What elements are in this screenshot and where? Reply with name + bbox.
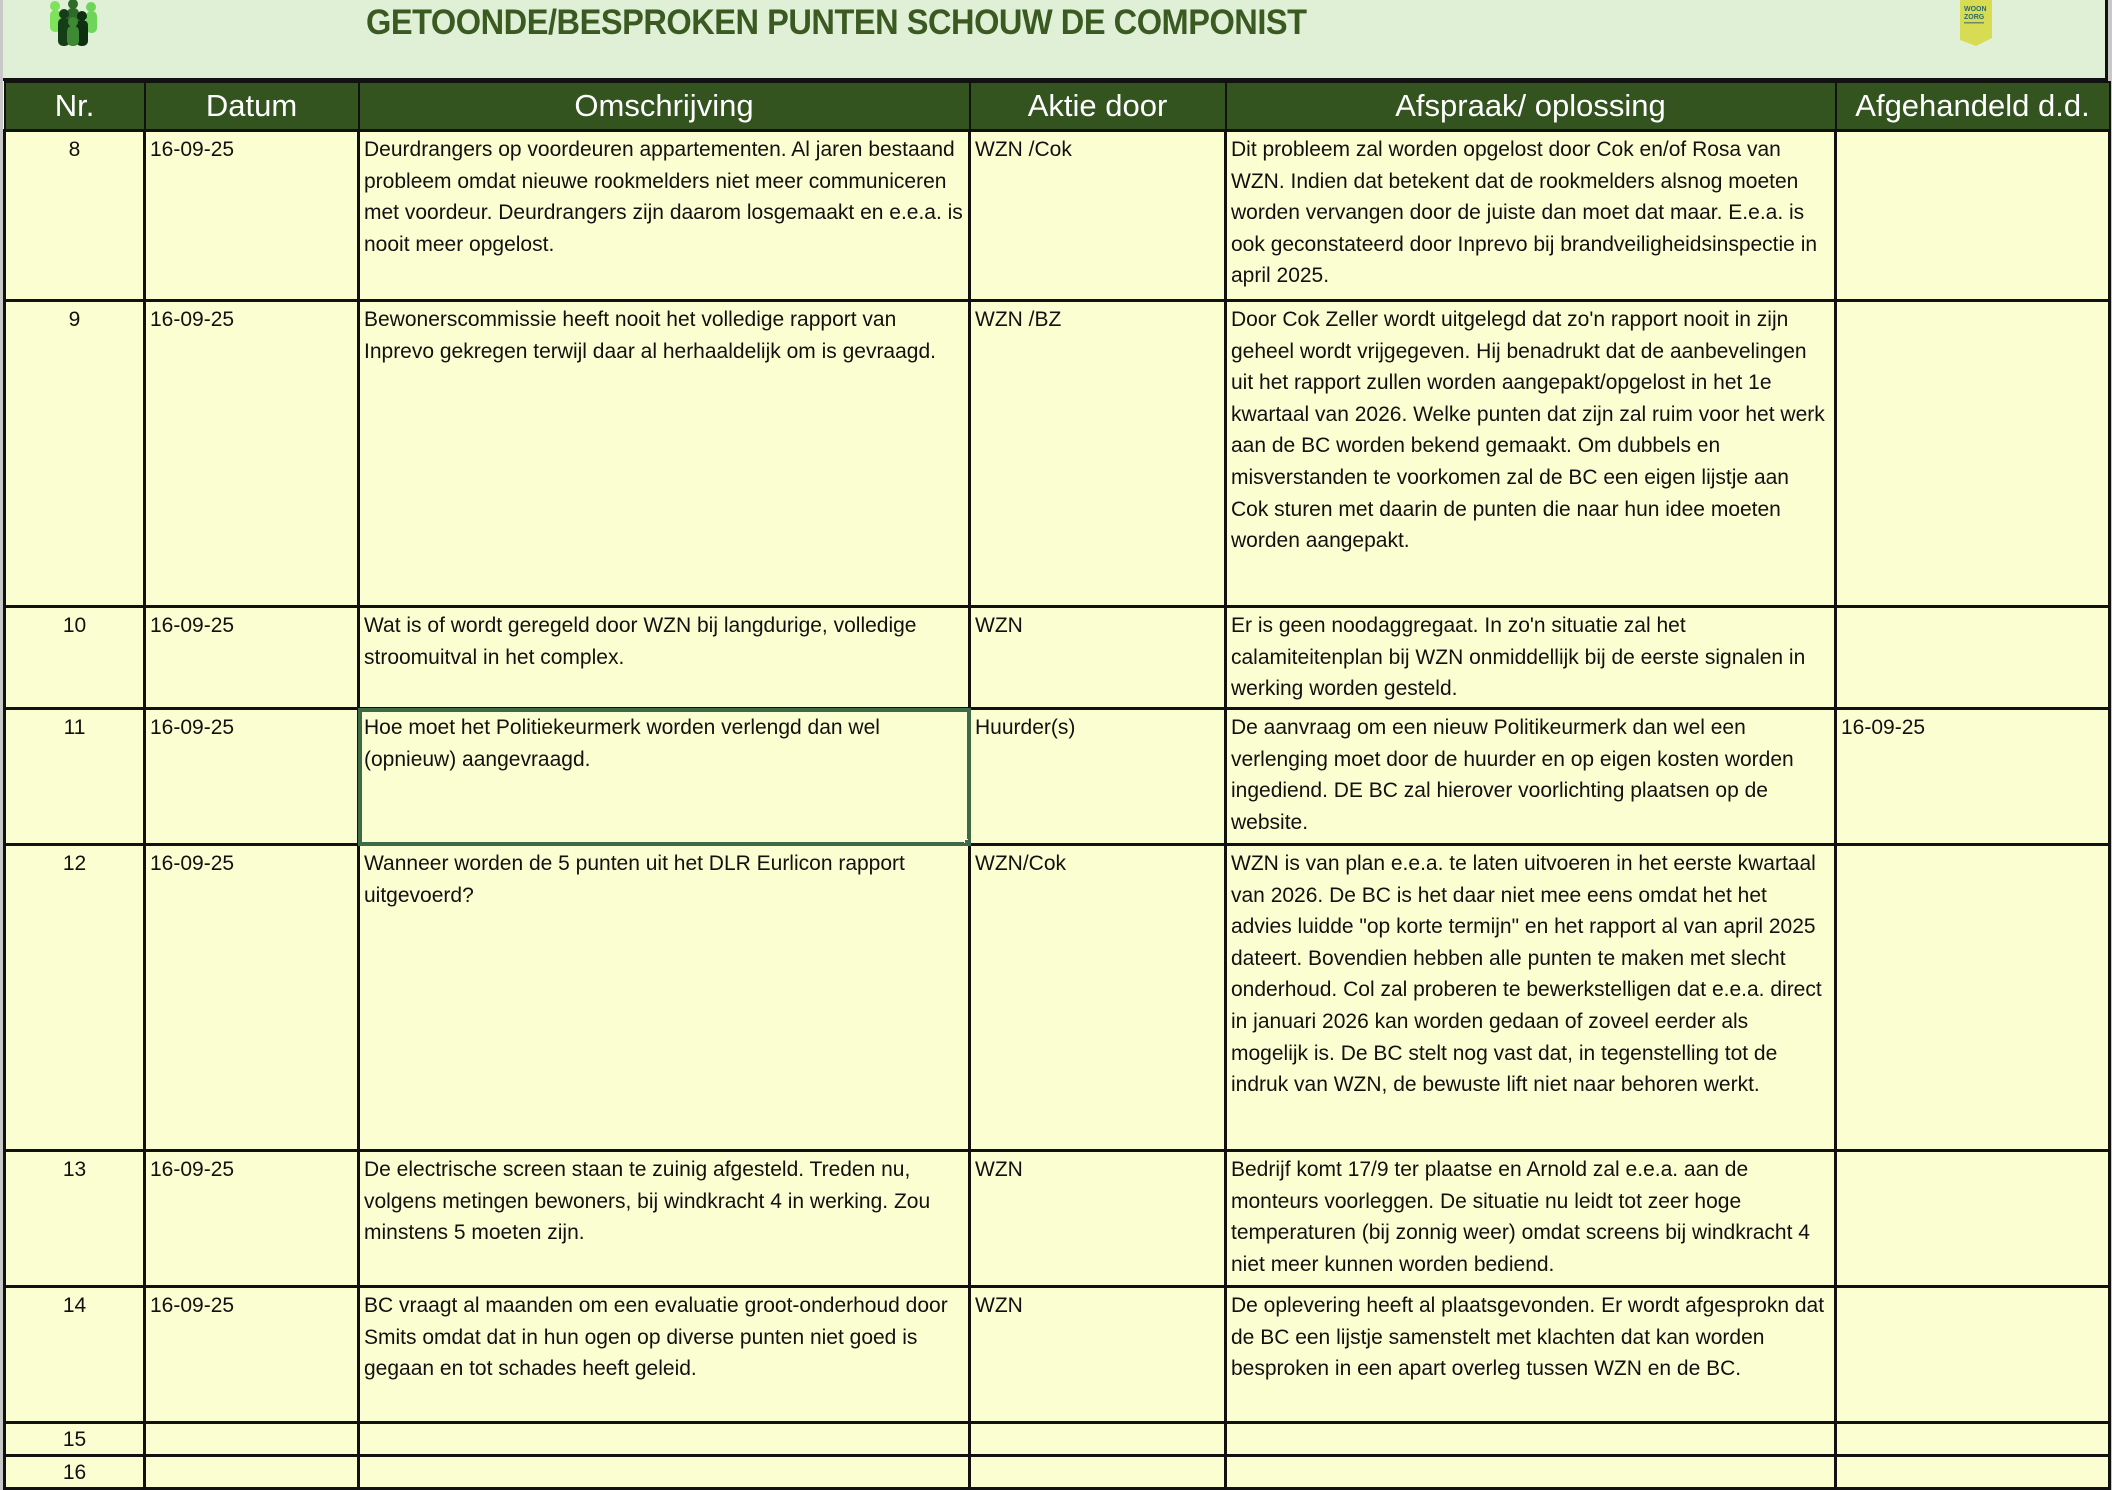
cell-nr[interactable]: 12 <box>5 845 145 1151</box>
cell-datum[interactable]: 16-09-25 <box>145 607 359 709</box>
cell-aktie[interactable]: WZN/Cok <box>970 845 1226 1151</box>
cell-aktie[interactable]: WZN <box>970 1287 1226 1423</box>
cell-datum[interactable]: 16-09-25 <box>145 1287 359 1423</box>
cell-aktie[interactable]: WZN /BZ <box>970 301 1226 607</box>
cell-afspraak[interactable]: Bedrijf komt 17/9 ter plaatse en Arnold zal e.e.a. aan de monteurs voorleggen. De situatie nu leidt tot zeer hoge temperaturen (bij zonnig weer) omdat screens bij windkracht 4 niet meer kunnen worden bediend. <box>1226 1151 1836 1287</box>
cell-afspraak[interactable]: Dit probleem zal worden opgelost door Cok en/of Rosa van WZN. Indien dat betekent dat de rookmelders alsnog moeten worden vervangen door de juiste dan moet dat maar. E.e.a. is ook geconstateerd door Inprevo bij brandveiligheidsinspectie in april 2025. <box>1226 131 1836 301</box>
cell-omschrijving[interactable]: De electrische screen staan te zuinig afgesteld. Treden nu, volgens metingen bewoners, bij windkracht 4 in werking. Zou minstens 5 moeten zijn. <box>359 1151 970 1287</box>
cell-afspraak[interactable]: WZN is van plan e.e.a. te laten uitvoeren in het eerste kwartaal van 2026. De BC is het daar niet mee eens omdat het het advies luidde "op korte termijn" en het rapport al van april 2025 dateert. Bovendien hebben alle punten te maken met slecht onderhoud. Col zal proberen te bewerkstelligen dat e.e.a. direct in januari 2026 kan worden gedaan of zoveel eerder als mogelijk is. De BC stelt nog vast dat, in tegenstelling tot de indruk van WZN, de bewuste lift niet naar behoren werkt. <box>1226 845 1836 1151</box>
cell-omschrijving[interactable]: Wanneer worden de 5 punten uit het DLR Eurlicon rapport uitgevoerd? <box>359 845 970 1151</box>
table-row <box>5 845 2110 1151</box>
cell-aktie[interactable]: WZN <box>970 1151 1226 1287</box>
table-row <box>5 607 2110 709</box>
svg-text:WOON: WOON <box>1964 6 1987 13</box>
cell-afgehandeld[interactable] <box>1836 1287 2110 1423</box>
cell-nr[interactable]: 13 <box>5 1151 145 1287</box>
spreadsheet <box>3 0 2108 1482</box>
cell-afspraak[interactable] <box>1226 1456 1836 1489</box>
svg-text:ZORG: ZORG <box>1964 14 1985 21</box>
cell-afgehandeld[interactable] <box>1836 301 2110 607</box>
cell-aktie[interactable]: Huurder(s) <box>970 709 1226 845</box>
table-row <box>5 131 2110 301</box>
cell-datum[interactable] <box>145 1456 359 1489</box>
cell-afspraak[interactable]: De oplevering heeft al plaatsgevonden. Er wordt afgesprokn dat de BC een lijstje samenstelt met klachten dat kan worden besproken in een apart overleg tussen WZN en de BC. <box>1226 1287 1836 1423</box>
cell-datum[interactable]: 16-09-25 <box>145 1151 359 1287</box>
cell-afgehandeld[interactable] <box>1836 845 2110 1151</box>
fill-handle[interactable] <box>964 839 970 845</box>
cell-nr[interactable]: 10 <box>5 607 145 709</box>
column-header-afgehandeld[interactable]: Afgehandeld d.d. <box>1836 82 2110 131</box>
cell-aktie[interactable] <box>970 1423 1226 1456</box>
cell-afspraak[interactable]: Door Cok Zeller wordt uitgelegd dat zo'n rapport nooit in zijn geheel wordt vrijgegeven. Hij benadrukt dat de aanbevelingen uit het rapport zullen worden aangepakt/opgelost in het 1e kwartaal van 2026. Welke punten dat zijn zal ruim voor het werk aan de BC worden bekend gemaakt. Om dubbels en misverstanden te voorkomen zal de BC een eigen lijstje aan Cok sturen met daarin de punten die naar hun idee moeten worden aangepakt. <box>1226 301 1836 607</box>
cell-afgehandeld[interactable] <box>1836 607 2110 709</box>
cell-omschrijving[interactable]: Bewonerscommissie heeft nooit het volledige rapport van Inprevo gekregen terwijl daar al herhaaldelijk om is gevraagd. <box>359 301 970 607</box>
column-header-nr[interactable]: Nr. <box>5 82 145 131</box>
column-header-datum[interactable]: Datum <box>145 82 359 131</box>
cell-afgehandeld[interactable] <box>1836 131 2110 301</box>
title-band <box>3 0 2108 81</box>
cell-afgehandeld[interactable] <box>1836 1456 2110 1489</box>
column-header-afspraak[interactable]: Afspraak/ oplossing <box>1226 82 1836 131</box>
residents-committee-logo-icon <box>45 0 103 46</box>
table-row <box>5 1423 2110 1456</box>
cell-omschrijving[interactable]: Wat is of wordt geregeld door WZN bij langdurige, volledige stroomuitval in het complex. <box>359 607 970 709</box>
cell-datum[interactable]: 16-09-25 <box>145 709 359 845</box>
cell-afgehandeld[interactable]: 16-09-25 <box>1836 709 2110 845</box>
cell-aktie[interactable]: WZN /Cok <box>970 131 1226 301</box>
cell-omschrijving[interactable] <box>359 1423 970 1456</box>
cell-datum[interactable]: 16-09-25 <box>145 845 359 1151</box>
cell-nr[interactable]: 8 <box>5 131 145 301</box>
column-header-omschrijving[interactable]: Omschrijving <box>359 82 970 131</box>
cell-afgehandeld[interactable] <box>1836 1423 2110 1456</box>
header-row <box>5 82 2110 131</box>
cell-nr[interactable]: 9 <box>5 301 145 607</box>
table-row <box>5 301 2110 607</box>
points-table <box>3 81 2111 1490</box>
column-header-aktie-door[interactable]: Aktie door <box>970 82 1226 131</box>
cell-datum[interactable]: 16-09-25 <box>145 131 359 301</box>
cell-afgehandeld[interactable] <box>1836 1151 2110 1287</box>
table-row <box>5 709 2110 845</box>
cell-omschrijving[interactable]: Deurdrangers op voordeuren appartementen. Al jaren bestaand probleem omdat nieuwe rookmelders niet meer communiceren met voordeur. Deurdrangers zijn daarom losgemaakt en e.e.a. is nooit meer opgelost. <box>359 131 970 301</box>
selected-cell-omschrijving[interactable] <box>359 709 970 845</box>
cell-omschrijving[interactable]: BC vraagt al maanden om een evaluatie groot-onderhoud door Smits omdat dat in hun ogen op diverse punten niet goed is gegaan en tot schades heeft geleid. <box>359 1287 970 1423</box>
cell-aktie[interactable] <box>970 1456 1226 1489</box>
cell-afspraak[interactable]: De aanvraag om een nieuw Politikeurmerk dan wel een verlenging moet door de huurder en op eigen kosten worden ingediend. DE BC zal hierover voorlichting plaatsen op de website. <box>1226 709 1836 845</box>
cell-nr[interactable]: 16 <box>5 1456 145 1489</box>
cell-afspraak[interactable]: Er is geen noodaggregaat. In zo'n situatie zal het calamiteitenplan bij WZN onmiddellijk bij de eerste signalen in werking worden gesteld. <box>1226 607 1836 709</box>
cell-nr[interactable]: 11 <box>5 709 145 845</box>
cell-nr[interactable]: 14 <box>5 1287 145 1423</box>
cell-nr[interactable]: 15 <box>5 1423 145 1456</box>
cell-datum[interactable] <box>145 1423 359 1456</box>
cell-afspraak[interactable] <box>1226 1423 1836 1456</box>
cell-text: Hoe moet het Politiekeurmerk worden verlengd dan wel (opnieuw) aangevraagd. <box>364 716 880 771</box>
cell-datum[interactable]: 16-09-25 <box>145 301 359 607</box>
table-row <box>5 1456 2110 1489</box>
woonzorg-logo-icon <box>1960 0 1992 46</box>
cell-aktie[interactable]: WZN <box>970 607 1226 709</box>
table-row <box>5 1151 2110 1287</box>
cell-omschrijving[interactable] <box>359 1456 970 1489</box>
table-row <box>5 1287 2110 1423</box>
sheet-title: GETOONDE/BESPROKEN PUNTEN SCHOUW DE COMPONIST <box>366 3 1307 42</box>
